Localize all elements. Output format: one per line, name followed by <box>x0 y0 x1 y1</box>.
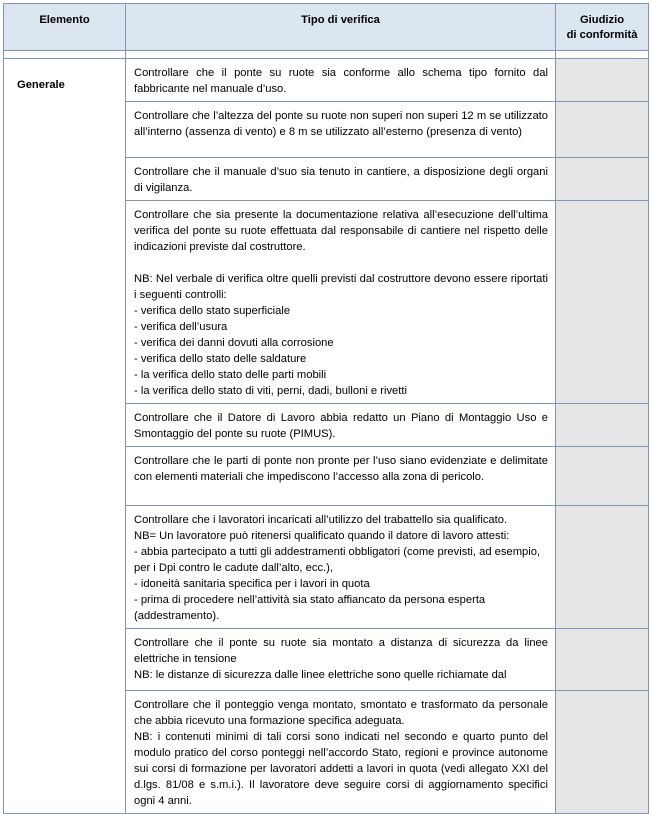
check-note: NB: le distanze di sicurezza dalle linee elettriche sono quelle richiamate dal <box>134 669 507 681</box>
check-text: Controllare che il ponteggio venga montato, smontato e trasformato da personale che abbia ricevuto una formazione specifica adeguata. NB: i contenuti minimi di tali corsi sono indicati nel secondo e quarto punto del modulo pratico del corso ponteggi nell’accordo Stato, regioni e province autonome sui corsi di formazione per lavoratori addetti a lavori in quota (vedi allegato XXI del d.lgs. 81/08 e s.m.i.). Il lavoratore deve seguire corsi di aggiornamento specifici ogni 4 anni. <box>126 691 556 814</box>
judgment-cell[interactable] <box>556 629 649 691</box>
check-note: NB: i contenuti minimi di tali corsi sono indicati nel secondo e quarto punto del modulo pratico del corso ponteggi nell’accordo Stato, regioni e province autonome sui corsi di formazione per lavoratori addetti a lavori in quota (vedi allegato XXI del d.lgs. 81/08 e s.m.i.). Il lavoratore deve seguire corsi di aggiornamento specifici ogni 4 anni. <box>134 731 548 807</box>
check-text: Controllare che sia presente la documentazione relativa all’esecuzione dell’ultima verifica del ponte su ruote effettuata dal responsabile di cantiere nel rispetto delle indicazioni previste dal costruttore. NB: Nel verbale di verifica oltre quelli previsti dal costruttore devono essere riportati i seguenti controlli: - verifica dello stato superficiale - verifica dell’usura - verifica dei danni dovuti alla corrosione - verifica dello stato delle saldature - la verifica dello stato delle parti mobili - la verifica dello stato di viti, perni, dadi, bulloni e rivetti <box>126 201 556 404</box>
judgment-cell[interactable] <box>556 447 649 506</box>
check-text: Controllare che il Datore di Lavoro abbia redatto un Piano di Montaggio Uso e Smontaggio del ponte su ruote (PIMUS). <box>126 404 556 447</box>
judgment-cell[interactable] <box>556 404 649 447</box>
list-item: - idoneità sanitaria specifica per i lavori in quota <box>134 578 370 590</box>
list-item: - verifica dello stato delle saldature <box>134 353 307 365</box>
judgment-cell[interactable] <box>556 158 649 201</box>
header-giudizio <box>556 4 649 51</box>
check-note: NB: Nel verbale di verifica oltre quelli previsti dal costruttore devono essere riportati i seguenti controlli: <box>134 273 548 301</box>
check-list <box>134 544 548 624</box>
list-item: - la verifica dello stato delle parti mobili <box>134 369 327 381</box>
verification-table <box>3 3 649 814</box>
table-row <box>4 59 649 102</box>
spacer-row <box>4 51 649 59</box>
check-text: Controllare che i lavoratori incaricati all’utilizzo del trabattello sia qualificato. NB= Un lavoratore può ritenersi qualificato quando il datore di lavoro attesti: - abbia partecipato a tutti gli addestramenti obbligatori (come previsti, ad esempio, per i Dpi contro le cadute dall’alto, ecc.), - idoneità sanitaria specifica per i lavori in quota - prima di procedere nell’attività sia stato affiancato da persona esperta (addestramento). <box>126 506 556 629</box>
check-list <box>134 303 548 399</box>
header-giudizio-line1: Giudizio <box>579 14 625 26</box>
list-item: - verifica dei danni dovuti alla corrosione <box>134 337 334 349</box>
check-text: Controllare che l’altezza del ponte su ruote non superi non superi 12 m se utilizzato all’interno (assenza di vento) e 8 m se utilizzato all’esterno (presenza di vento) <box>126 102 556 158</box>
header-tipo-verifica: Tipo di verifica <box>126 4 556 51</box>
list-item: - verifica dello stato superficiale <box>134 305 291 317</box>
judgment-cell[interactable] <box>556 506 649 629</box>
judgment-cell[interactable] <box>556 691 649 814</box>
section-label: Generale <box>4 59 126 814</box>
check-text: Controllare che le parti di ponte non pronte per l’uso siano evidenziate e delimitate con elementi materiali che impediscono l’accesso alla zona di pericolo. <box>126 447 556 506</box>
check-text: Controllare che il manuale d’suo sia tenuto in cantiere, a disposizione degli organi di vigilanza. <box>126 158 556 201</box>
check-note: NB= Un lavoratore può ritenersi qualificato quando il datore di lavoro attesti: <box>134 530 510 542</box>
check-text: Controllare che il ponte su ruote sia montato a distanza di sicurezza da linee elettriche in tensione NB: le distanze di sicurezza dalle linee elettriche sono quelle richiamate dal <box>126 629 556 691</box>
judgment-cell[interactable] <box>556 59 649 102</box>
header-elemento: Elemento <box>4 4 126 51</box>
list-item: - verifica dell’usura <box>134 321 228 333</box>
header-giudizio-line2: di conformità <box>566 29 638 41</box>
check-text: Controllare che il ponte su ruote sia conforme allo schema tipo fornito dal fabbricante nel manuale d’uso. <box>126 59 556 102</box>
judgment-cell[interactable] <box>556 102 649 158</box>
header-row <box>4 4 649 51</box>
list-item: - abbia partecipato a tutti gli addestramenti obbligatori (come previsti, ad esempio, per i Dpi contro le cadute dall’alto, ecc.), <box>134 546 541 574</box>
list-item: - prima di procedere nell’attività sia stato affiancato da persona esperta (addestramento). <box>134 594 486 622</box>
judgment-cell[interactable] <box>556 201 649 404</box>
list-item: - la verifica dello stato di viti, perni, dadi, bulloni e rivetti <box>134 385 407 397</box>
